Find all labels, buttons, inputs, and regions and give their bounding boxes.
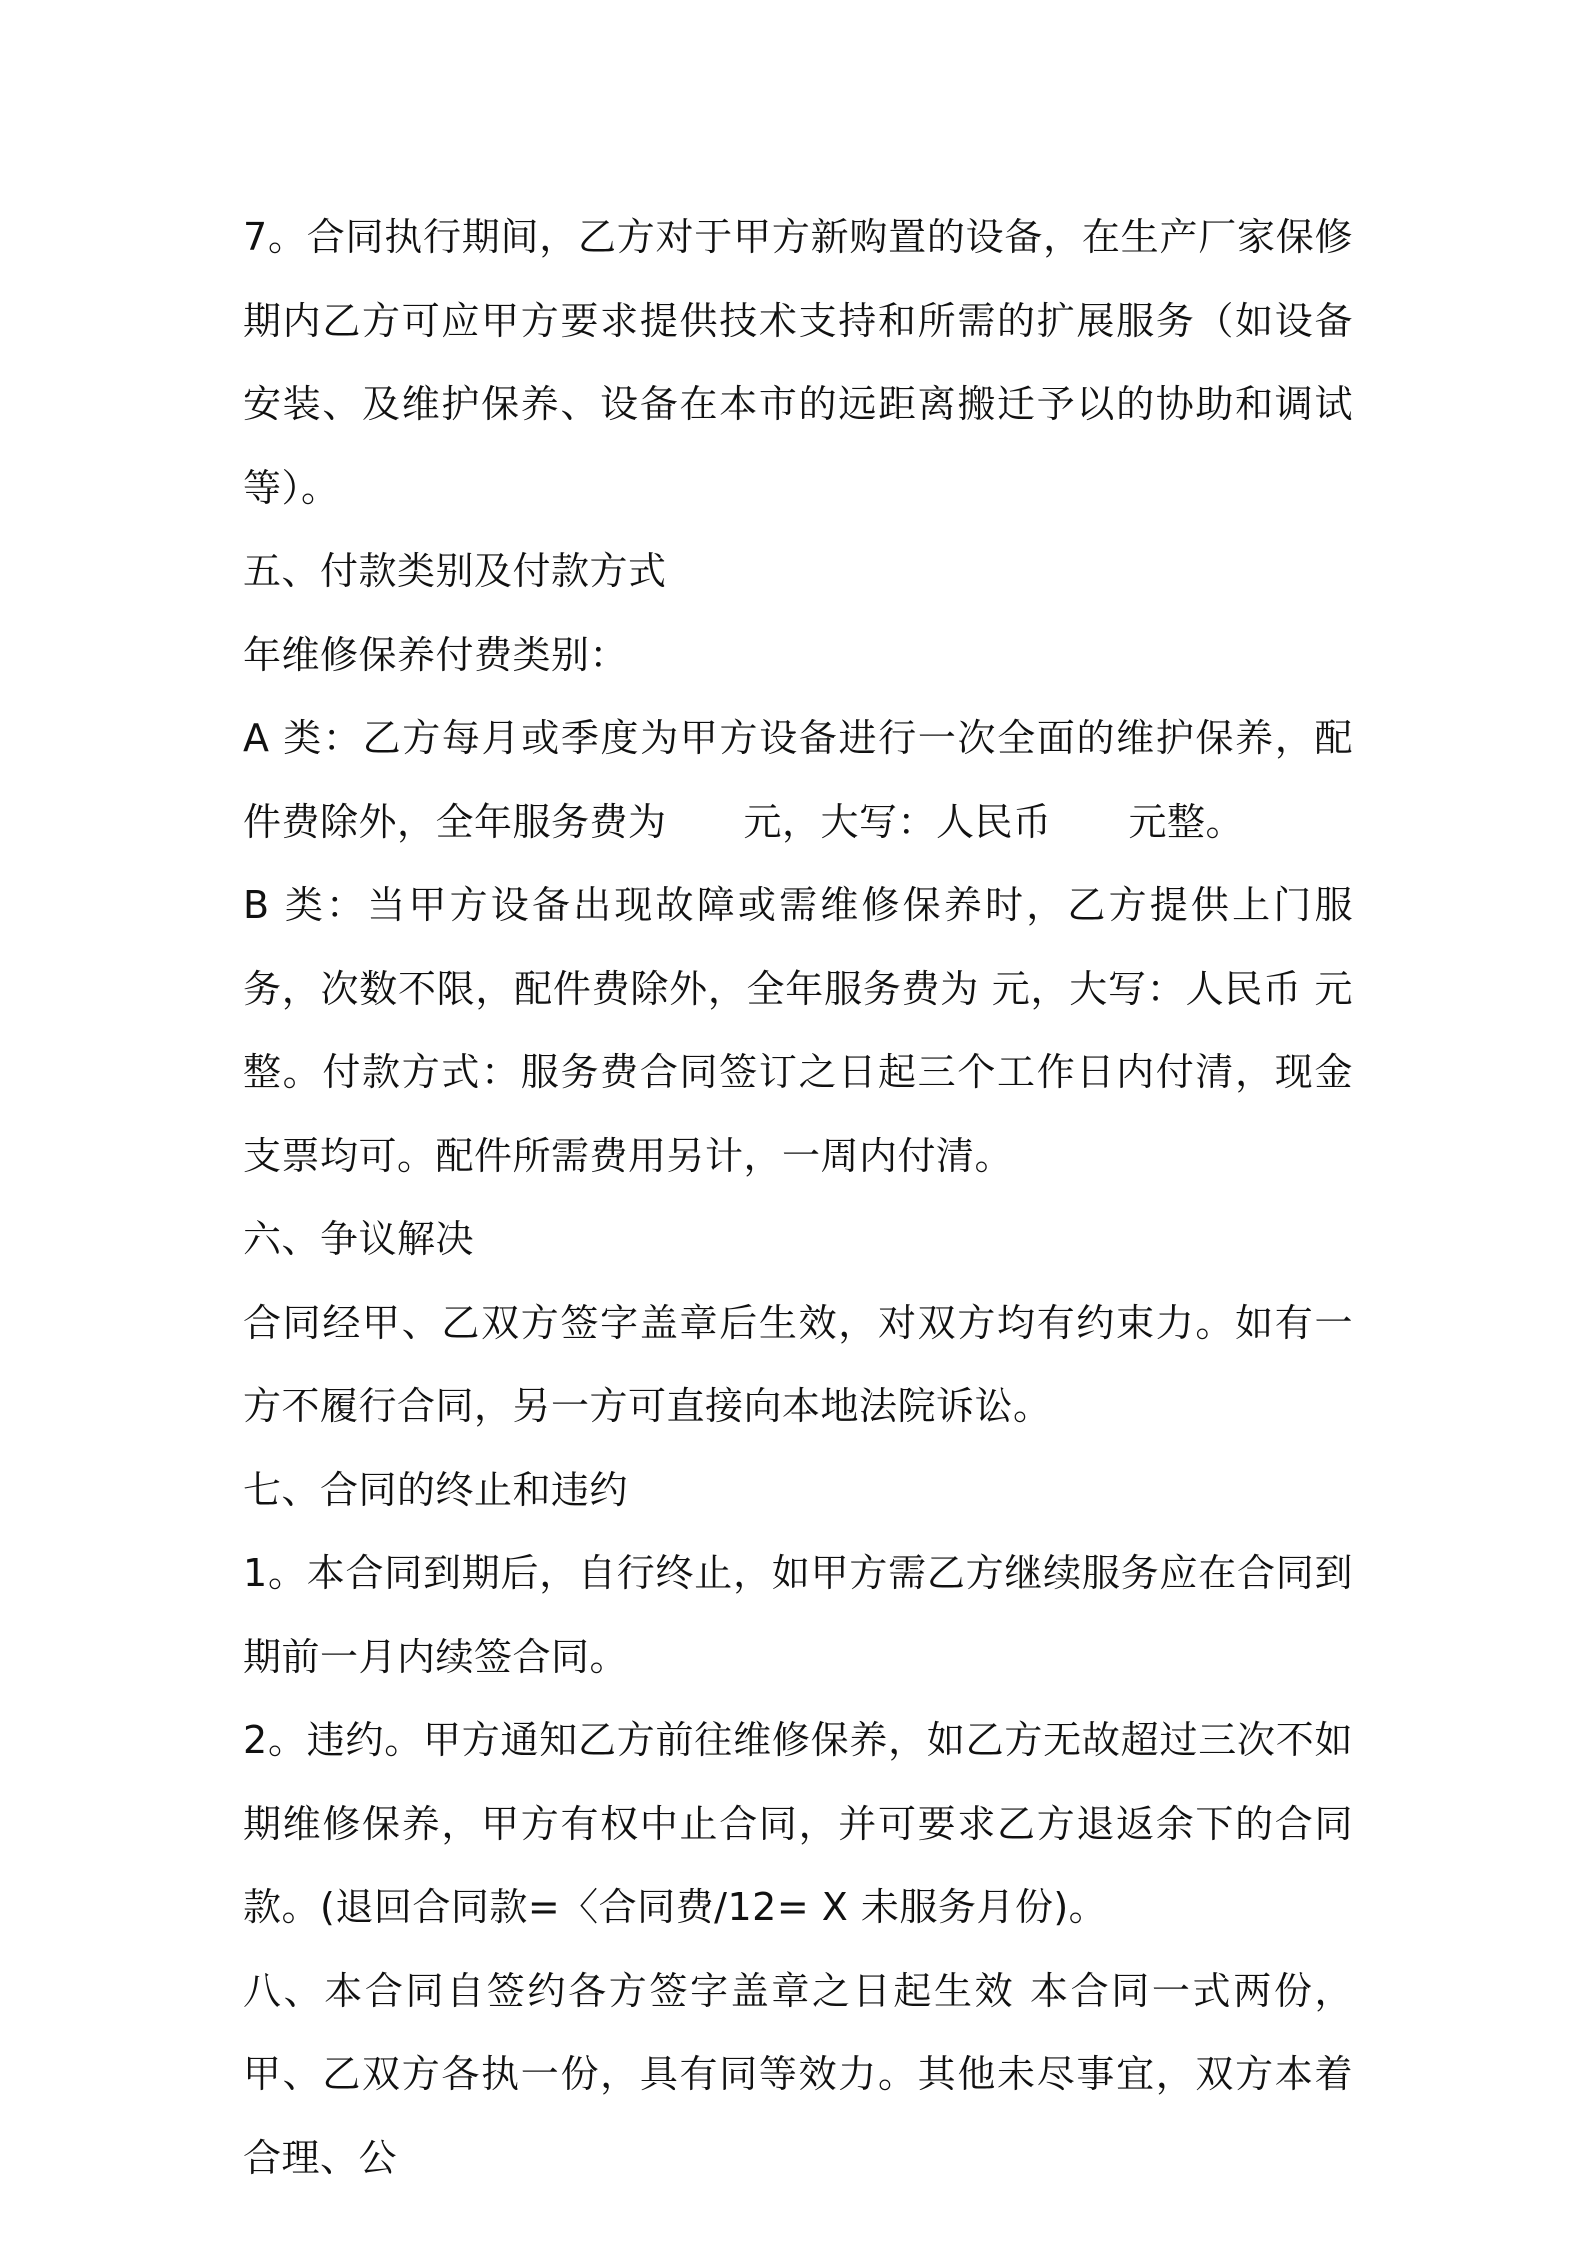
dispute-resolution-paragraph: 合同经甲、乙双方签字盖章后生效，对双方均有约束力。如有一方不履行合同，另一方可直接向本地法院诉讼。	[243, 1300, 1353, 1428]
maintenance-fee-category-label: 年维修保养付费类别：	[243, 632, 629, 677]
category-a-paragraph: A 类：乙方每月或季度为甲方设备进行一次全面的维护保养，配件费除外，全年服务费为 元，大写：人民币 元整。	[243, 716, 1353, 844]
clause-7-equipment-warranty: 7。合同执行期间，乙方对于甲方新购置的设备，在生产厂家保修期内乙方可应甲方要求提供技术支持和所需的扩展服务（如设备安装、及维护保养、设备在本市的远距离搬迁予以的协助和调试等）。	[243, 215, 1353, 510]
termination-clause-2: 2。违约。甲方通知乙方前往维修保养，如乙方无故超过三次不如期维修保养，甲方有权中止合同，并可要求乙方退返余下的合同款。(退回合同款=〈合同费/12= X 未服务月份)。	[243, 1718, 1353, 1929]
document-body	[243, 196, 1353, 2200]
section-8-paragraph: 八、本合同自签约各方签字盖章之日起生效 本合同一式两份，甲、乙双方各执一份，具有同等效力。其他未尽事宜，双方本着合理、公	[243, 1968, 1353, 2180]
termination-clause-1: 1。本合同到期后，自行终止，如甲方需乙方继续服务应在合同到期前一月内续签合同。	[243, 1551, 1353, 1679]
category-b-paragraph: B 类：当甲方设备出现故障或需维修保养时，乙方提供上门服务，次数不限，配件费除外，全年服务费为 元，大写：人民币 元整。付款方式：服务费合同签订之日起三个工作日内付清，现金支票均可。配件所需费用另计，一周内付清。	[243, 883, 1353, 1178]
section-6-heading: 六、争议解决	[243, 1217, 475, 1261]
section-7-heading: 七、合同的终止和违约	[243, 1467, 629, 1512]
section-5-heading: 五、付款类别及付款方式	[243, 549, 667, 593]
